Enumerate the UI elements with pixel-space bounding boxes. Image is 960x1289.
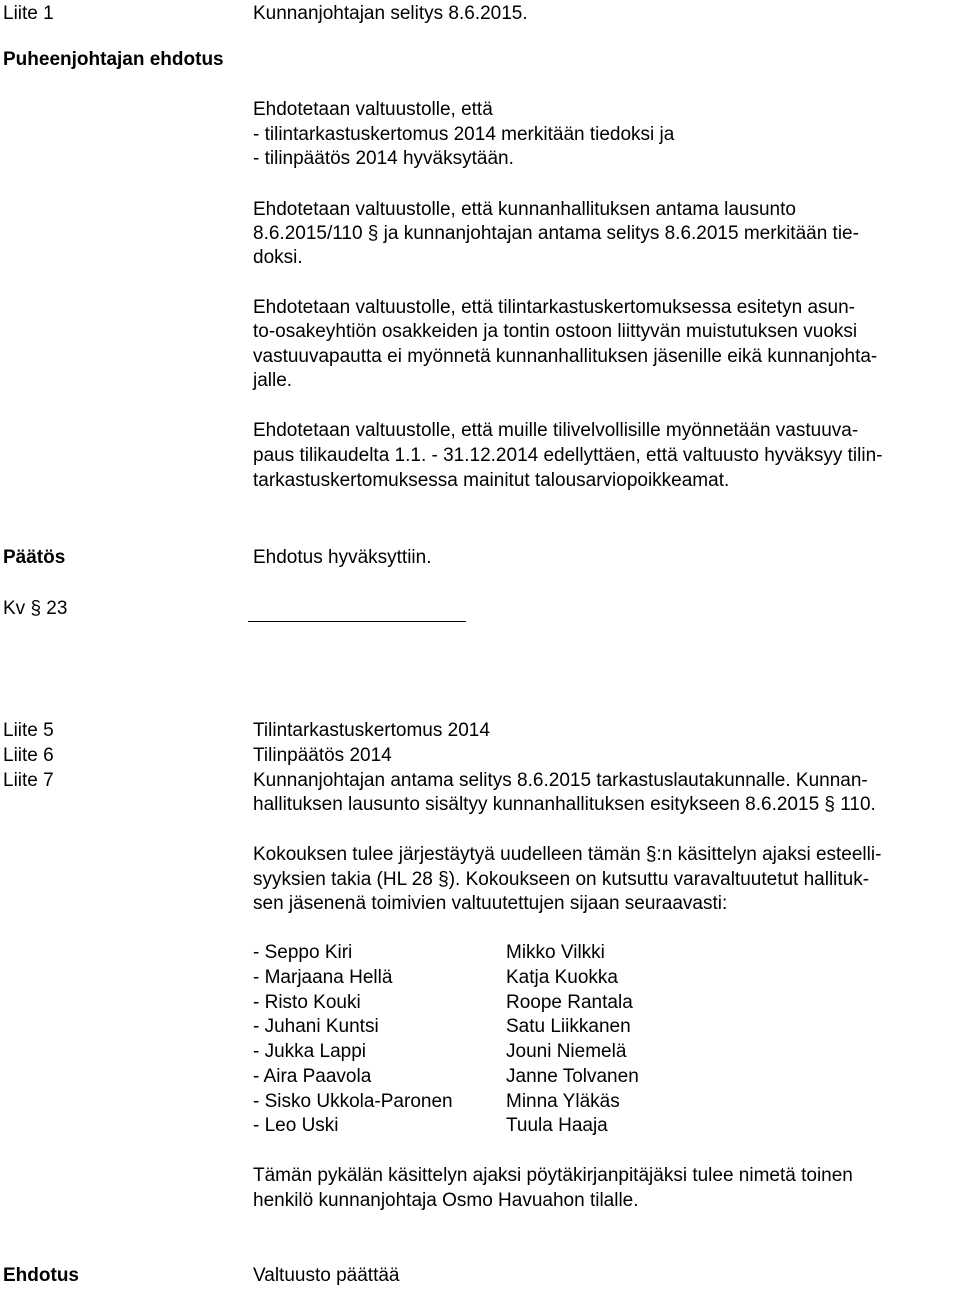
proposal-line: - tilinpäätös 2014 hyväksytään. [253,148,514,169]
secretary-text-line: Tämän pykälän käsittelyn ajaksi pöytäkirjanpitäjäksi tulee nimetä toinen [253,1165,853,1186]
attachment-label: Liite 7 [3,770,54,791]
proposal-line: to-osakeyhtiön osakkeiden ja tontin ostoon liittyvän muistutuksen vuoksi [253,321,858,342]
substitute-name: Tuula Haaja [506,1115,608,1136]
substitute-name: Mikko Vilkki [506,942,605,963]
meeting-text-line: Kokouksen tulee järjestäytyä uudelleen tämän §:n käsittelyn ajaksi esteelli- [253,844,882,865]
attachment-text: Tilinpäätös 2014 [253,745,392,766]
attachment-text: hallituksen lausunto sisältyy kunnanhallituksen esitykseen 8.6.2015 § 110. [253,794,876,815]
proposal-line: - tilintarkastuskertomus 2014 merkitään tiedoksi ja [253,124,675,145]
member-name: - Seppo Kiri [253,942,353,963]
proposal-line: tarkastuskertomuksessa mainitut talousarviopoikkeamat. [253,470,730,491]
substitute-name: Janne Tolvanen [506,1066,639,1087]
kv-section-label: Kv § 23 [3,598,68,619]
member-name: - Aira Paavola [253,1066,372,1087]
member-name: - Marjaana Hellä [253,967,393,988]
attachment-label: Liite 6 [3,745,54,766]
attachment-text: Tilintarkastuskertomus 2014 [253,720,490,741]
proposal-text: Valtuusto päättää [253,1265,400,1286]
header-title: Kunnanjohtajan selitys 8.6.2015. [253,3,528,24]
member-name: - Leo Uski [253,1115,339,1136]
proposal-line: doksi. [253,247,303,268]
signature-line [248,621,466,622]
substitute-name: Katja Kuokka [506,967,618,988]
proposal-line: Ehdotetaan valtuustolle, että tilintarkastuskertomuksessa esitetyn asun- [253,297,855,318]
proposal-heading: Puheenjohtajan ehdotus [3,49,224,70]
member-name: - Jukka Lappi [253,1041,367,1062]
member-name: - Risto Kouki [253,992,361,1013]
proposal-line: Ehdotetaan valtuustolle, että kunnanhallituksen antama lausunto [253,199,796,220]
meeting-text-line: syyksien takia (HL 28 §). Kokoukseen on kutsuttu varavaltuutetut hallituk- [253,869,870,890]
proposal-line: paus tilikaudelta 1.1. - 31.12.2014 edellyttäen, että valtuusto hyväksyy tilin- [253,445,883,466]
substitute-name: Roope Rantala [506,992,633,1013]
proposal-line: jalle. [253,370,293,391]
substitute-name: Minna Yläkäs [506,1091,620,1112]
substitute-name: Satu Liikkanen [506,1016,631,1037]
proposal-line: vastuuvapautta ei myönnetä kunnanhallituksen jäsenille eikä kunnanjohta- [253,346,878,367]
decision-text: Ehdotus hyväksyttiin. [253,547,432,568]
proposal-line: Ehdotetaan valtuustolle, että [253,99,493,120]
proposal-line: 8.6.2015/110 § ja kunnanjohtajan antama selitys 8.6.2015 merkitään tie- [253,223,859,244]
secretary-text-line: henkilö kunnanjohtaja Osmo Havuahon tilalle. [253,1190,639,1211]
proposal-line: Ehdotetaan valtuustolle, että muille tilivelvollisille myönnetään vastuuva- [253,420,859,441]
substitute-name: Jouni Niemelä [506,1041,627,1062]
member-name: - Juhani Kuntsi [253,1016,379,1037]
attachment-label: Liite 5 [3,720,54,741]
member-name: - Sisko Ukkola-Paronen [253,1091,453,1112]
attachment-text: Kunnanjohtajan antama selitys 8.6.2015 tarkastuslautakunnalle. Kunnan- [253,770,868,791]
meeting-text-line: sen jäsenenä toimivien valtuutettujen sijaan seuraavasti: [253,893,728,914]
proposal-label: Ehdotus [3,1265,79,1286]
decision-label: Päätös [3,547,66,568]
attachment-label: Liite 1 [3,3,54,24]
